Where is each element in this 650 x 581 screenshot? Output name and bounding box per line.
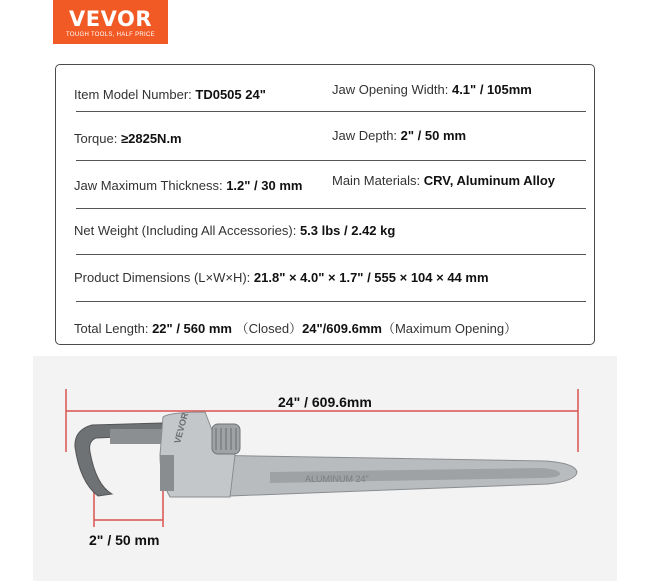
spec-value: 1.2" / 30 mm	[226, 178, 303, 193]
spec-label: Jaw Maximum Thickness:	[74, 178, 223, 193]
spec-note: （Maximum Opening）	[381, 321, 518, 336]
spec-label: Product Dimensions (L×W×H):	[74, 270, 251, 285]
spec-label: Item Model Number:	[74, 87, 192, 102]
spec-label: Jaw Opening Width:	[332, 82, 449, 97]
depth-label: 2" / 50 mm	[89, 532, 160, 548]
spec-value: 5.3 lbs / 2.42 kg	[299, 223, 396, 238]
spec-value: TD0505 24"	[195, 87, 266, 102]
spec-note: （Closed）	[235, 321, 303, 336]
jaw-stamp: VEVOR	[172, 411, 191, 445]
brand-tagline: TOUGH TOOLS, HALF PRICE	[66, 32, 155, 38]
spec-label: Jaw Depth:	[332, 128, 398, 143]
spec-value: CRV, Aluminum Alloy	[423, 173, 555, 188]
adjusting-nut	[212, 424, 240, 454]
spec-label: Net Weight (Including All Accessories):	[74, 223, 297, 238]
spec-value: ≥2825N.m	[121, 131, 182, 146]
jaw-teeth	[160, 455, 174, 491]
spec-label: Total Length:	[74, 321, 149, 336]
length-label: 24" / 609.6mm	[278, 394, 372, 410]
spec-label: Torque:	[74, 131, 118, 146]
spec-value: 22" / 560 mm	[152, 321, 232, 336]
spec-value: 21.8" × 4.0" × 1.7" / 555 × 104 × 44 mm	[253, 270, 489, 285]
spec-value: 24"/609.6mm	[302, 321, 382, 336]
spec-label: Main Materials:	[332, 173, 421, 188]
spec-value: 2" / 50 mm	[400, 128, 467, 143]
spec-value: 4.1" / 105mm	[451, 82, 532, 97]
handle-stamp: ALUMINUM 24"	[305, 474, 369, 484]
brand-name: VEVOR	[68, 7, 152, 31]
